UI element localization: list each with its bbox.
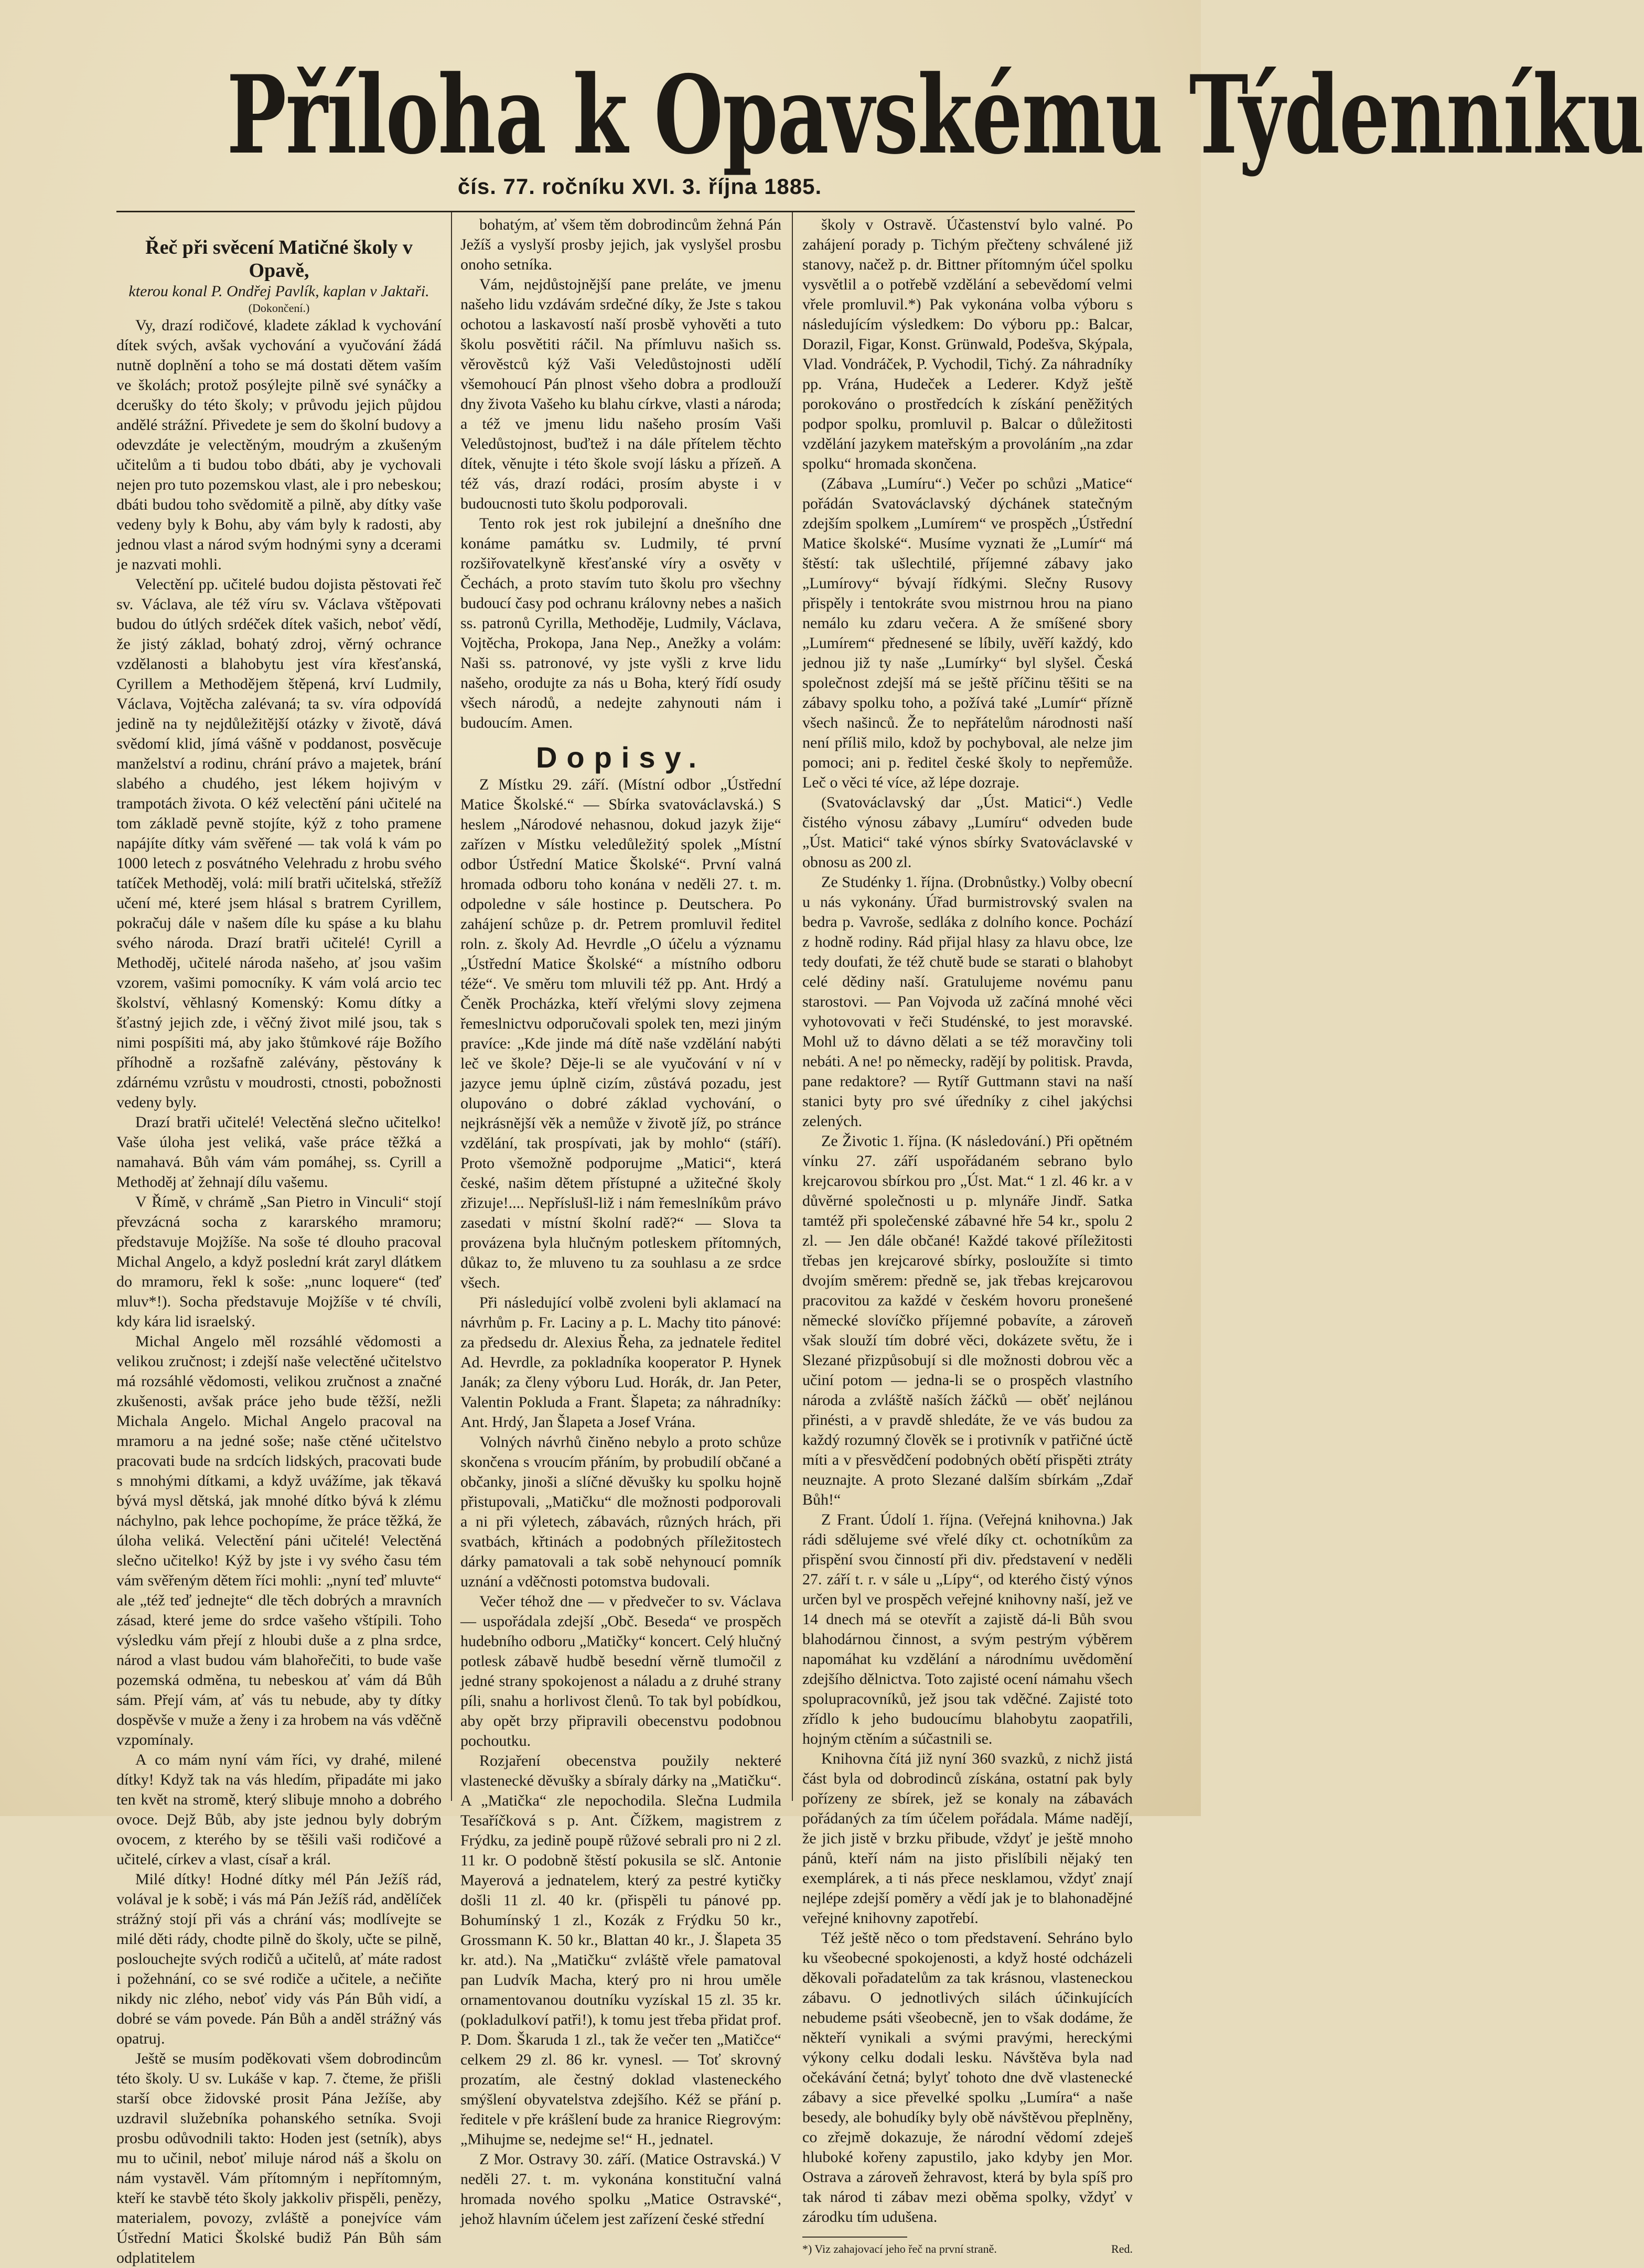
paragraph: Z Frant. Údolí 1. října. (Veřejná knihovna.) Jak rádi sdělujeme své vřelé díky ct. ochotníkům za přispění svou činností při div. představení v neděli 27. září t. r. v sále u „Lípy“, od kterého čistý výnos určen byl ve prospěch veřejné knihovny naší, jež ve 14 dnech má se otevřít a zajistě dá-li Bůh svou blahodárnou činnost, a svým pestrým výběrem napomáhat ku vzdělání a národnímu uvědomění zdejšího dělnictva. Toto zajisté ocení námahu všech spolupracovníků, jež jsou tak vděčné. Zajisté toto zřídlo k jeho budoucímu blahobytu zaopatřili, hojným ctěním a súčastnili se. bbox=[802, 1511, 1133, 1747]
letter-paragraph: Volných návrhů činěno nebylo a proto schůze skončena s vroucím přáním, by probudilí občané a občanky, jinoši a slíčné děvušky ku spolku hojně přistupovali, „Matičku“ dle možnosti podporovali a ni při výletech, zábavách, různých hrách, při svatbách, křtinách a podobných příležitostech dárky pamatovali a tak sobě nehynoucí pomník uznání a vděčnosti potomstva budovali. bbox=[460, 1433, 781, 1590]
paragraph: Vám, nejdůstojnější pane preláte, ve jmenu našeho lidu vzdávám srdečné díky, že Jste s takou ochotou a laskavostí naší prosbě vyhověti a tuto školu posvětiti ráčil. Na přímluvu našich ss. věrověstců kýž Vaši Veledůstojnosti udělí všemohoucí Pán plnost všeho dobra a prodlouží dny života Vašeho ku blahu církve, vlasti a národa; a též ve jmenu lidu našeho prosím Vaši Veledůstojnost, buďtež i na dále přítelem těchto dítek, věnujte i této škole svojí lásku a přízeň. A též vás, drazí rodáci, prosím abyste i v budoucnosti tuto školu podporovali. bbox=[460, 276, 781, 512]
paragraph: (Zábava „Lumíru“.) Večer po schůzi „Matice“ pořádán Svatováclavský dýchánek statečným zdejším spolkem „Lumírem“ ve prospěch „Ústřední Matice školské“. Musíme vyznati že „Lumír“ má štěstí: tak ušlechtilé, příjemné zábavy jako „Lumírovy“ bývají řídkými. Slečny Rusovy přispěly i tentokráte svou mistrnou hrou na piano nemálo ku zdaru večera. A že smíšené sbory „Lumírem“ přednesené se líbily, uvěří každý, kdo jednou již ty naše „Lumírky“ byl slyšel. Česká společnost zdejší má se ještě příčinu těšiti se na zábavy spolku toho, a požívá také „Lumír“ přízně všech našinců. Že to nepřátelům národnosti naší není příliš milo, kdož by pochyboval, ale nelze jim pomoci; ani p. ředitel české školy to nepřemůže. Leč o věci té více, až lépe dozraje. bbox=[802, 475, 1133, 791]
paragraph: Velectění pp. učitelé budou dojista pěstovati řeč sv. Václava, ale též víru sv. Václava vštěpovati budou do útlých srdéček dítek vašich, neboť vědí, že jistý základ, bohatý zdroj, věrný ochrance vzdělanosti a blahobytu jest víra křesťanská, Cyrillem a Methodějem štěpená, krví Ludmily, Václava, Vojtěcha zalévaná; ta sv. víra odpovídá jedině na ty nejdůležitější otázky v životě, dává svědomí klid, jímá vášně v poddanost, posvěcuje manželství a rodinu, chrání právo a majetek, brání slabého a chudého, jest lékem hojivým v trampotách života. O kéž velectění páni učitelé na tom základě pevně stojíte, kýž z toho pramene napájíte dítky vám svěřené — tak volá k vám po 1000 letech z posvátného Velehradu z hrobu svého tatíček Methoděj, volá: milí bratři učitelská, střežíž učení mé, které jsem hlásal s bratrem Cyrillem, pokračuj dále v našem díle ku spáse a ku blahu svého národa. Drazí bratři učitelé! Cyrill a Methoděj, učitelé národa našeho, ať jsou vašim vzorem, vašimi pomocníky. K vám volá arcio tec školství, věhlasný Komenský: Komu dítky a šťastný jejich zde, i věčný život milé jsou, tak s nimi pospíšiti má, aby jako štůmkové ráje Božího příhodně a rozšafně zalévány, pěstovány k zdárnému vzrůstu v moudrosti, ctnosti, pobožnosti vedeny byly. bbox=[116, 576, 442, 1111]
paragraph: Milé dítky! Hodné dítky mél Pán Ježíš rád, volával je k sobě; i vás má Pán Ježíš rád, andělíček strážný stojí při vás a chrání vás; modlívejte se milé děti rády, chodte pilně do školy, učte se pilně, poslouchejte svých rodičů a učitelů, ať máte radost i požehnání, co se své rodiče a učitele, a nečiňte nikdy nic zlého, neboť vidy vás Pán Bůh vidí, a dobré se vám povede. Pán Bůh a anděl strážný vás opatruj. bbox=[116, 1871, 442, 2047]
paragraph: Ze Životic 1. října. (K následování.) Při opětném vínku 27. září uspořádaném sebrano bylo krejcarovou sbírkou pro „Úst. Mat.“ 1 zl. 46 kr. a v důvěrné společnosti u p. mlynáře Jindř. Satka tamtéž při společenské zábavné hře 54 kr., spolu 2 zl. — Jen dále občané! Každé takové příležitosti třebas jen krejcarové sbírky, posloužíte si timto dvojím směrem: předně se, jak třebas krejcarovou pracovitou za každé v českém hovoru pronešené německé slovíčko příjemné pobavíte, a zároveň však slouží tím dobré věci, dokázete světu, že i Slezané přizpůsobují si dle možnosti dobrou věc a učiní potom — jedna-li se o prospěch vlastního národa a zvláště naších žáčků — oběť nejlánou přinésti, a v pravdě shledáte, že ve vás budou za každý rozumný člověk se i protivník v patřičné úctě míti a v přesvědčení podobných obětí přispěti ztráty neuznajte. A proto Slezané dalším sbírkám „Zdař Bůh!“ bbox=[802, 1132, 1133, 1508]
paragraph: Tento rok jest rok jubilejní a dnešního dne konáme památku sv. Ludmily, té první rozšiřovatelkyně křesťanské víry a osvěty v Čechách, a proto stavím tuto školu pro všechny budoucí časy pod ochranu královny nebes a našich ss. patronů Cyrilla, Methoděje, Ludmily, Václava, Vojtěcha, Prokopa, Jana Nep., Anežky a volám: Naši ss. patronové, vy jste vyšli z krve lidu našeho, orodujte za nás u Boha, který řídí osudy všech národů, a nedejte zahynouti nám i budoucím. Amen. bbox=[460, 515, 781, 731]
header-rule bbox=[116, 211, 1135, 212]
letter-paragraph: Z Místku 29. září. (Místní odbor „Ústřední Matice Školské.“ — Sbírka svatováclavská.) S heslem „Národové nehasnou, dokud jazyk žije“ zařízen v Místku veledůležitý spolek „Místní odbor Ústřední Matice Školské“. První valná hromada odboru toho konána v neděli 27. t. m. odpoledne v sále hostince p. Deutschera. Po zahájení schůze p. dr. Petrem promluvil ředitel roln. z. školy Ad. Hevrdle „O účelu a významu „Ústřední Matice Školské“ a místního odboru téže“. Ve směru tom mluvili též pp. Ant. Hrdý a Čeněk Procházka, kteří vřelými slovy zejmena řemeslnictvu odporučovali spolek ten, mezi jiným pravíce: „Kde jinde má dítě naše vzdělání nabýti leč ve škole? Děje-li se ale vyučování v ní v jazyce jemu úplně cizím, zůstává pozadu, jest olupováno o dobré základ vychování, o nejkrásnější věk a nemůže v životě jíž, po stránce vzdělání, tak prospívati, jak by mohlo“ (stáří). Proto všemožně podporujme „Matici“, která české, našim dětem přístupné a užitečné školy zřizuje!.... Nepříslušl-liž i nám řemeslníkům právo zasedati v místní školní radě?“ — Slova ta provázena byla hlučným potleskem přítomných, důkaz to, že mluveno tu za souhlasu a ze srdce všech. bbox=[460, 776, 781, 1291]
paragraph: Michal Angelo měl rozsáhlé vědomosti a velikou zručnost; i zdejší naše velectěné učitelstvo má rozsáhlé vědomosti, velikou zručnost a značné zkušenosti, avšak práce jeho bude těžší, nežli Michala Angelo. Michal Angelo pracoval na mramoru a na jedné soše; naše ctěné učitelstvo pracovati bude na srdcích lidských, pracovati bude s mnohými dítkami, a když uvážíme, jak těkavá bývá mysl dětská, jak mnohé dítko bývá k zlému náchylno, pak lehce pochopíme, že práce těžká, že úloha veliká. Velectění páni učitelé! Velectěná slečno učitelko! Kýž by jste i vy svého času tém vám svěřeným dětem říci mohli: „nyní teď mluvte“ ale „též teď jednejte“ dle těch dobrých a mravních zásad, které jeme do srdce vašeho vštípili. Toho výsledku vám přejí z hloubi duše a z plna srdce, národ a vlast budou vám blahořečiti, to bude vaše pozemská odměna, tu nebeskou ať vám dá Bůh sám. Přejí vám, ať vás tu nebude, aby ty dítky dospěvše v muže a ženy i za hrobem na vás vděčně vzpomínaly. bbox=[116, 1333, 442, 1748]
paragraph: školy v Ostravě. Účastenství bylo valné. Po zahájení porady p. Tichým přečteny schválené již stanovy, načež p. dr. Bittner přítomným účel spolku vysvětlil a o potřebě vzdělání a sebevědomí velmi vřele promluvil.*) Pak vykonána volba výboru s následujícím výsledkem: Do výboru pp.: Balcar, Dorazil, Figar, Konst. Grünwald, Podešva, Skýpala, Vlad. Vondráček, P. Vychodil, Tichý. Za náhradníky pp. Vrána, Hudeček a Lederer. Když ještě porokováno o prostředcích k získání peněžitých podpor spolku, promluvil p. Balcar o důležitosti vzdělání jazykem mateřským a provoláním „na zdar spolku“ hromada skončena. bbox=[802, 216, 1133, 472]
paragraph: Též ještě něco o tom představení. Sehráno bylo ku všeobecné spokojenosti, a když hosté odcházeli děkovali pořadatelům za tak krásnou, vlasteneckou zábavu. O jednotlivých silách účinkujících nebudeme psáti všeobecně, jen to však dodáme, že někteří vynikali a svými pravými, hereckými výkony celku dodali lesku. Návštěva byla nad očekávání četná; bylyť tohoto dne dvě vlastenecké zábavy a sice převelké spolku „Lumíra“ a naše besedy, ale bohudíky byly obě návštěvou přeplněny, co zřejmě dokazuje, že národní vědomí zdeješ hluboké kořeny zapustilo, jako kdyby jen Mor. Ostrava a zároveň žehravost, která by byla spíš pro tak národ ti zábav mezi oběma spolky, vždyť v zárodku tím udušena. bbox=[802, 1929, 1133, 2226]
column-rule bbox=[451, 212, 452, 1801]
masthead-title: Příloha k Opavskému Týdenníku bbox=[227, 52, 1644, 178]
speech-subtitle: kterou konal P. Ondřej Pavlík, kaplan v Jaktaři. bbox=[128, 283, 429, 300]
letter-paragraph: Rozjaření obecenstva použily nekteré vlastenecké děvušky a sbíraly dárky na „Matičku“. A „Matička“ zle nepochodila. Slečna Ludmila Tesaříčková s p. Ant. Čížkem, magistrem z Frýdku, za jedině poupě růžové sebrali pro ni 2 zl. 11 kr. O podobně štěstí pokusila se slč. Antonie Mayerová a jednatelem, který za pestré kytičky došli 11 zl. 40 kr. (přispěli tu pánové pp. Bohumínský 1 zl., Kozák z Frýdku 50 kr., Grossmann K. 50 kr., Blattan 40 kr., J. Šlapeta 35 kr. atd.). Na „Matičku“ zvláště vřele pamatoval pan Ludvík Macha, který pro ni hrou uměle ornamentovanou doutníku vyzískal 15 zl. 35 kr. (pokladulkoví patři!), k tomu jest třeba přidat prof. P. Dom. Škaruda 1 zl., tak že večer ten „Matičce“ celkem 29 zl. 86 kr. vynesl. — Toť skrovný prozatím, ale čestný doklad vlasteneckého smýšlení obyvatelstva zdejšího. Kéž se přání p. ředitele v pře krášlení bude za hranice Riegrovým: „Mihujme se, nedejme se!“ H., jednatel. bbox=[460, 1752, 781, 2148]
paragraph: A co mám nyní vám říci, vy drahé, milené dítky! Když tak na vás hledím, připadáte mi jako ten květ na stromě, který slibuje mnoho a dobrého ovoce. Dejž Bůb, aby jste jednou byly dobrým ovocem, z kterého by se těšili vaši rodičové a učitelé, církev a vlast, císař a král. bbox=[116, 1751, 442, 1868]
speech-note: (Dokončení.) bbox=[248, 301, 310, 315]
letter-paragraph: Večer téhož dne — v předvečer to sv. Václava — uspořádala zdejší „Obč. Beseda“ ve prospěch hudebního odboru „Matičky“ koncert. Celý hlučný potlesk zábavě hudbě besední věrně tlumočil z jedné strany spokojenost a náladu a z druhé strany píli, snahu a horlivost členů. To tak byl pobídkou, aby opět brzy připravili obecenstvu podobnou pochoutku. bbox=[460, 1593, 781, 1749]
column-1 bbox=[116, 215, 442, 2266]
footnote bbox=[802, 2242, 1133, 2256]
paragraph: Ještě se musím poděkovati všem dobrodincům této školy. U sv. Lukáše v kap. 7. čteme, že přišli starší obce židovské prosit Pána Ježíše, aby uzdravil služebníka pohanského setníka. Svoji prosbu odůvodnili takto: Hoden jest (setník), abys mu to učinil, neboť miluje národ náš a školu on nám vystavěl. Vám přítomným i nepřítomným, kteří ke stavbě této školy jakkoliv přispěli, penězy, materialem, povozy, zvláště a ponejvíce vám Ústřední Matici Školské budiž Pán Bůh sám odplatitelem bbox=[116, 2050, 442, 2266]
letter-paragraph: Z Mor. Ostravy 30. září. (Matice Ostravská.) V neděli 27. t. m. vykonána konstituční valná hromada nového spolku „Matice Ostravské“, jehož hlavním účelem jest zařízení české střední bbox=[460, 2151, 781, 2228]
paragraph: bohatým, ať všem těm dobrodincům žehná Pán Ježíš a vyslyší prosby jejich, jak vyslyšel prosbu onoho setníka. bbox=[460, 216, 781, 273]
footnote-signature: Red. bbox=[1111, 2242, 1133, 2255]
speech-title: Řeč při svěcení Matičné školy v Opavě, bbox=[145, 236, 413, 282]
footnote-text: *) Viz zahajovací jeho řeč na první straně. bbox=[802, 2242, 997, 2255]
column-3 bbox=[802, 215, 1133, 2255]
paragraph: V Římě, v chrámě „San Pietro in Vinculi“ stojí převzácná socha z kararského mramoru; představuje Mojžíše. Na soše té dlouho pracoval Michal Angelo, a když poslední krát zaryl dlátkem do mramoru, řekl k soše: „nunc loquere“ (teď mluv*!). Socha představuje Mojžíše v té chvíli, kdy kára lid israelský. bbox=[116, 1193, 442, 1330]
letter-paragraph: Při následující volbě zvoleni byli aklamací na návrhům p. Fr. Laciny a p. L. Machy tito pánové: za předsedu dr. Alexius Řeha, za jednatele ředitel Ad. Hevrdle, za pokladníka kooperator P. Hynek Janák; za členy výboru Lud. Horák, dr. Jan Peter, Valentin Pokluda a Frant. Šlapeta; za náhradníky: Ant. Hrdý, Jan Šlapeta a Josef Vrána. bbox=[460, 1294, 781, 1431]
paragraph: Knihovna čítá již nyní 360 svazků, z nichž jistá část byla od dobrodinců získána, ostatní pak byly pořízeny ze sbírek, jež se konaly na zábavách pořádaných za tím účelem pořádala. Máme nadějí, že jich jistě v brzku přibude, vždyť je ještě mnoho pánů, kteří nám na jisto přislíbili nějaký ten exemplárek, a ti nás přece nesklamou, vždyť znají nejlépe zdejší poměry a vědí jak je to blahonadějné veřejné knihovny zapotřebí. bbox=[802, 1750, 1133, 1927]
column-rule bbox=[792, 212, 793, 1801]
section-title: Dopisy. bbox=[535, 741, 706, 774]
paragraph: Vy, drazí rodičové, kladete základ k vychování dítek svých, avšak vychování a vyučování žádá nutně doplnění a toho se má dostati dětem vaším ve školách; protož posýlejte pilně své synáčky a dcerušky do této školy; v průvodu jejich půjdou andělé strážní. Přivedete je sem do školní budovy a odevzdáte je velectěným, moudrým a zkušeným učitelům a ti budou tobo dbáti, aby je vychovali nejen pro tuto pozemskou vlast, ale i pro nebeskou; dbáti budou toho svědomitě a pilně, aby dítky vaše vedeny byly k Bohu, aby vám byly k radosti, aby jednou vlast a národ svým hodnými syny a dcerami je nazvati mohli. bbox=[116, 317, 442, 573]
footnote-rule bbox=[802, 2237, 907, 2238]
paragraph: Ze Studénky 1. října. (Drobnůstky.) Volby obecní u nás vykonány. Úřad burmistrovský svalen na bedra p. Vavroše, sedláka z dolního konce. Pochází z hodně rodiny. Rád přijal hlasy za hlavu obce, lze tedy doufati, že též chutě bude se starati o blahobyt celé dědiny naší. Gratulujeme novému panu starostovi. — Pan Vojvoda už začíná mnohé věci vyhotovovati v řeči Studénské, to jest moravské. Mohl už to dávno dělati a se též moravčiny toli nebáti. A ne! po německy, radějí by politisk. Pravda, pane redaktore? — Rytíř Guttmann stavi na naší stanici byty pro své úředníky z cihel jakýchsi zelených. bbox=[802, 873, 1133, 1130]
column-2 bbox=[460, 215, 781, 2228]
issue-line: čís. 77. ročníku XVI. 3. října 1885. bbox=[457, 174, 822, 199]
paragraph: Drazí bratři učitelé! Velectěná slečno učitelko! Vaše úloha jest veliká, vaše práce těžká a namahavá. Bůh vám vám pomáhej, ss. Cyrill a Methoděj ať žehnají dílu vašemu. bbox=[116, 1114, 442, 1191]
paragraph: (Svatováclavský dar „Úst. Matici“.) Vedle čistého výnosu zábavy „Lumíru“ odveden bude „Úst. Matici“ také výnos sbírky Svatováclavské v obnosu as 200 zl. bbox=[802, 794, 1133, 871]
